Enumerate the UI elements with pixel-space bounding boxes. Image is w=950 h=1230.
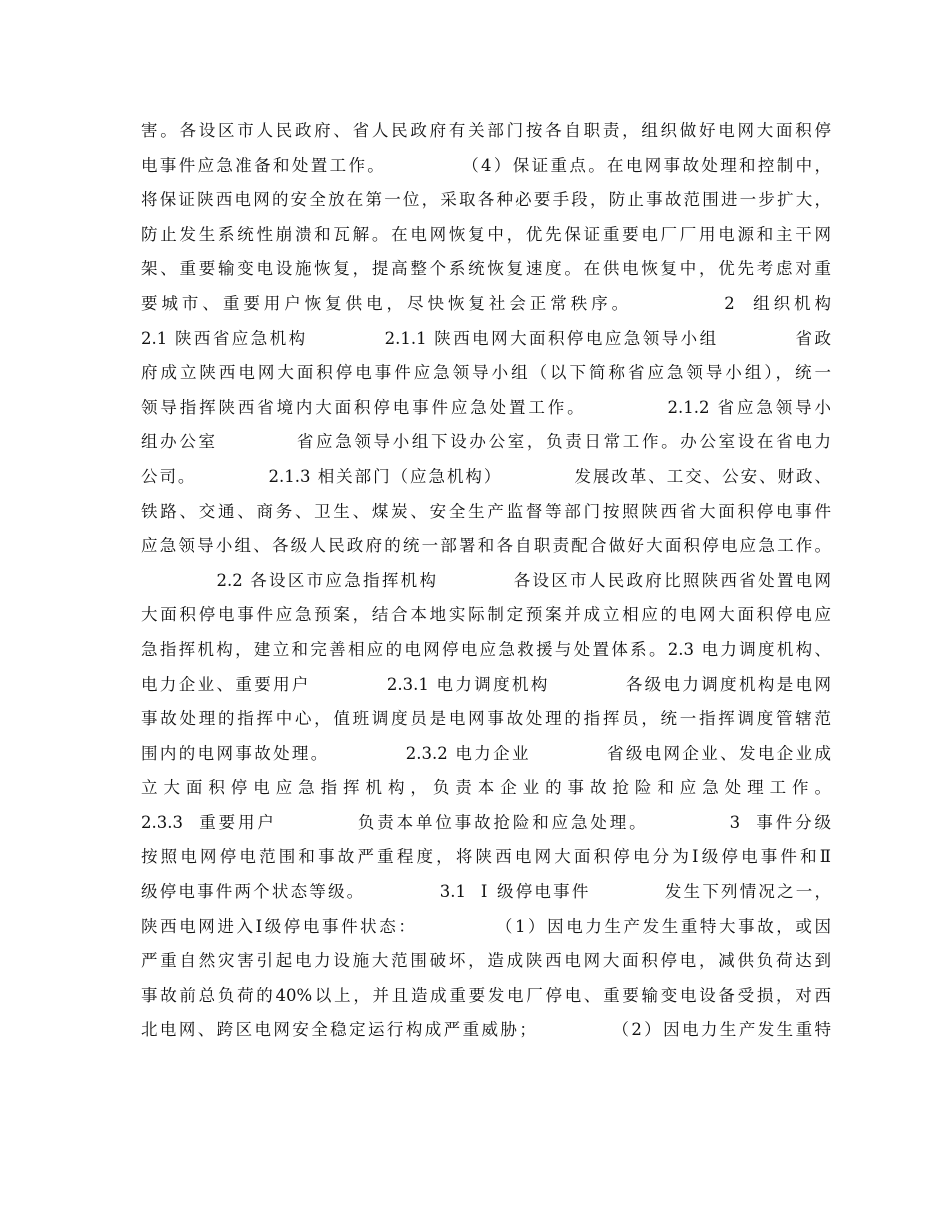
- text-line: 2.1 陕西省应急机构 2.1.1 陕西电网大面积停电应急领导小组 省政: [141, 328, 831, 348]
- text-line: 立大面积停电应急指挥机构，负责本企业的事故抢险和应急处理工作。: [141, 778, 831, 798]
- text-line: 级停电事件两个状态等级。 3.1 Ⅰ 级停电事件 发生下列情况之一，: [141, 882, 831, 902]
- text-line: 架、重要输变电设施恢复，提高整个系统恢复速度。在供电恢复中，优先考虑对重: [141, 259, 831, 279]
- text-line: 陕西电网进入Ⅰ级停电事件状态： （1）因电力生产发生重特大事故，或因: [141, 916, 831, 936]
- text-line: 电事件应急准备和处置工作。 （4）保证重点。在电网事故处理和控制中，: [141, 155, 831, 175]
- text-line: 围内的电网事故处理。 2.3.2 电力企业 省级电网企业、发电企业成: [141, 743, 831, 763]
- text-line: 组办公室 省应急领导小组下设办公室，负责日常工作。办公室设在省电力: [141, 432, 831, 452]
- text-line: 害。各设区市人民政府、省人民政府有关部门按各自职责，组织做好电网大面积停: [141, 121, 831, 140]
- text-line: 急指挥机构，建立和完善相应的电网停电应急救援与处置体系。2.3 电力调度机构、: [141, 639, 831, 659]
- text-line: 领导指挥陕西省境内大面积停电事件应急处置工作。 2.1.2 省应急领导小: [141, 397, 831, 417]
- text-line: 2.3.3 重要用户 负责本单位事故抢险和应急处理。 3 事件分级: [141, 812, 831, 832]
- text-line: 北电网、跨区电网安全稳定运行构成严重威胁； （2）因电力生产发生重特: [141, 1020, 831, 1040]
- text-line: 府成立陕西电网大面积停电事件应急领导小组（以下简称省应急领导小组），统一: [141, 363, 831, 383]
- body-text: [141, 114, 831, 1048]
- text-line: 大面积停电事件应急预案，结合本地实际制定预案并成立相应的电网大面积停电应: [141, 605, 831, 625]
- text-line: 严重自然灾害引起电力设施大范围破坏，造成陕西电网大面积停电，减供负荷达到: [141, 951, 831, 971]
- text-line: 铁路、交通、商务、卫生、煤炭、安全生产监督等部门按照陕西省大面积停电事件: [141, 501, 831, 521]
- text-line: 事故处理的指挥中心，值班调度员是电网事故处理的指挥员，统一指挥调度管辖范: [141, 709, 831, 729]
- text-line: 将保证陕西电网的安全放在第一位，采取各种必要手段，防止事故范围进一步扩大，: [141, 190, 831, 210]
- text-line: 公司。 2.1.3 相关部门（应急机构） 发展改革、工交、公安、财政、: [141, 466, 831, 486]
- text-line: 按照电网停电范围和事故严重程度，将陕西电网大面积停电分为Ⅰ级停电事件和Ⅱ: [141, 847, 831, 867]
- text-line: 应急领导小组、各级人民政府的统一部署和各自职责配合做好大面积停电应急工作。: [141, 536, 831, 556]
- text-line: 防止发生系统性崩溃和瓦解。在电网恢复中，优先保证重要电厂厂用电源和主干网: [141, 224, 831, 244]
- text-line: 2.2 各设区市应急指挥机构 各设区市人民政府比照陕西省处置电网: [141, 570, 831, 590]
- text-line: 电力企业、重要用户 2.3.1 电力调度机构 各级电力调度机构是电网: [141, 674, 831, 694]
- text-line: 要城市、重要用户恢复供电，尽快恢复社会正常秩序。 2 组织机构: [141, 293, 831, 313]
- text-line: 事故前总负荷的40%以上，并且造成重要发电厂停电、重要输变电设备受损，对西: [141, 985, 831, 1005]
